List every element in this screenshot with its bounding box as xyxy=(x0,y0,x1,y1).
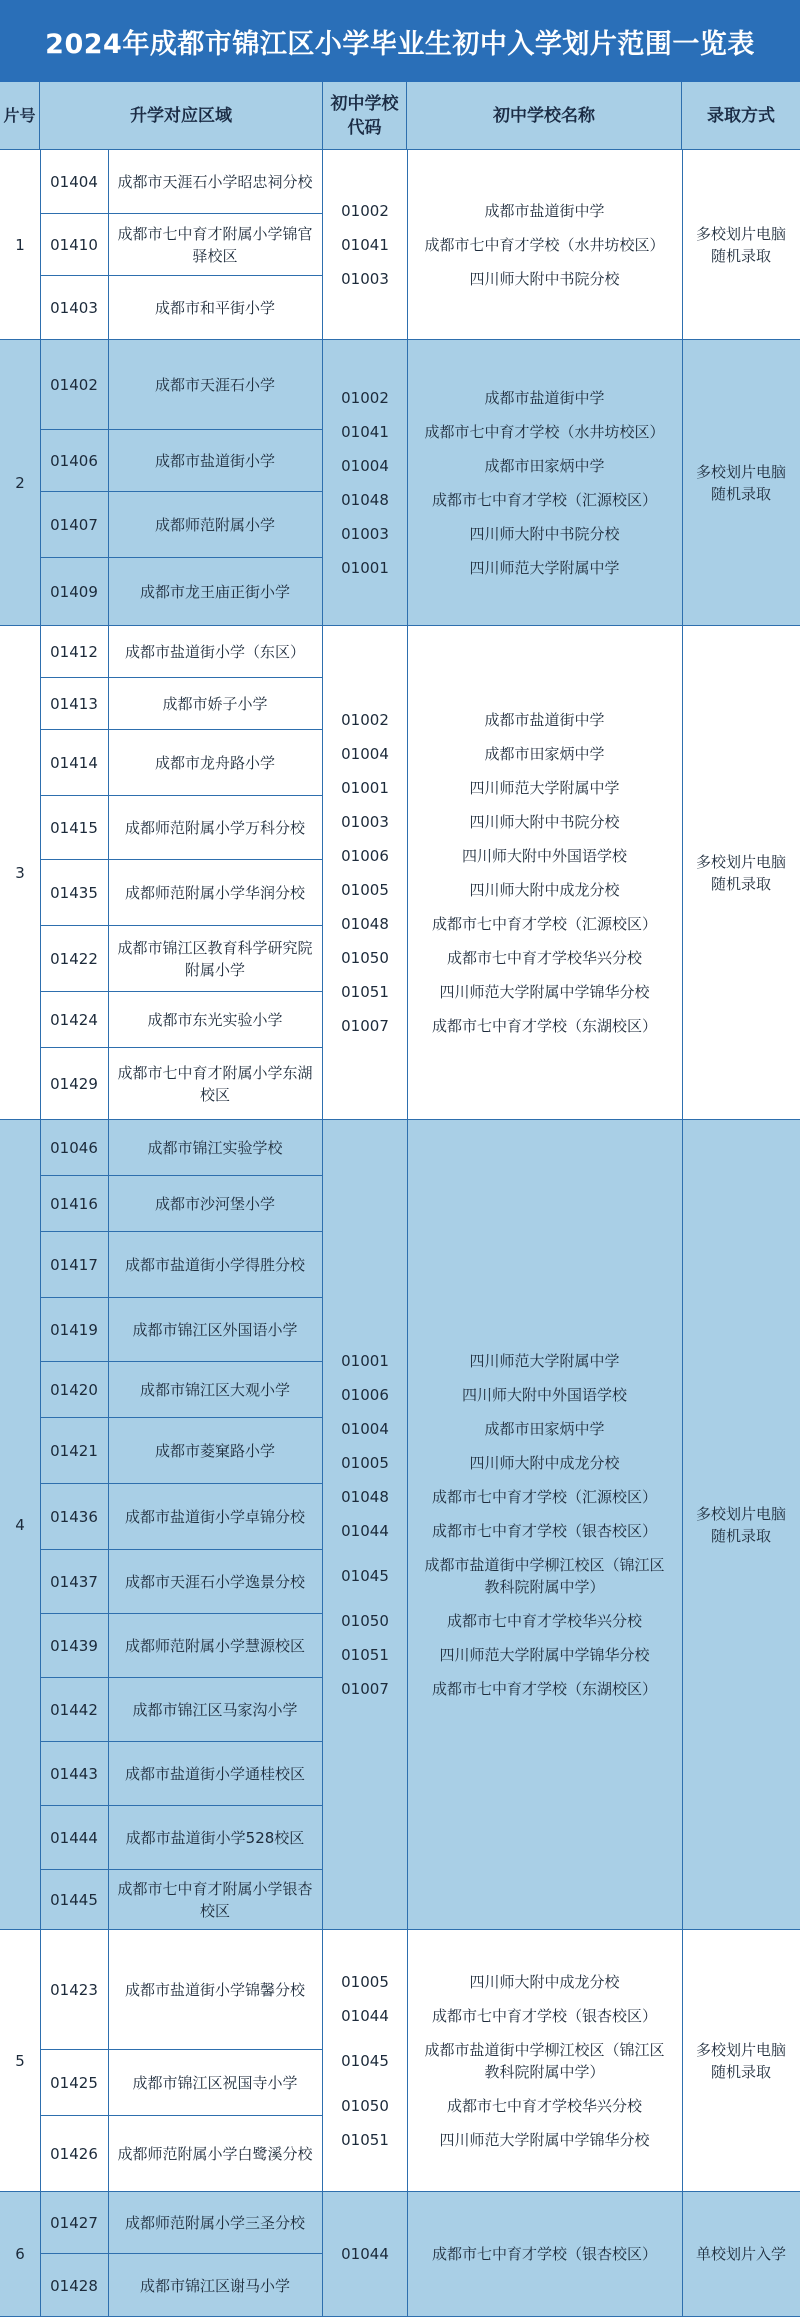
area-school-name: 成都市盐道街小学得胜分校 xyxy=(124,1255,305,1274)
middle-school-name: 四川师大附中书院分校 xyxy=(469,524,620,543)
middle-school-code: 01001 xyxy=(341,1351,389,1370)
area-school-name: 成都市天涯石小学 xyxy=(154,375,275,394)
middle-school-code: 01005 xyxy=(341,1453,389,1472)
admission-method-text: 多校划片电脑随机录取 xyxy=(695,462,786,503)
admission-method xyxy=(682,2192,800,2316)
middle-school-name-cell xyxy=(407,626,683,1119)
middle-school-code: 01006 xyxy=(341,846,389,865)
area-code: 01415 xyxy=(40,796,109,859)
area-code: 01402 xyxy=(40,340,109,429)
middle-school-code: 01004 xyxy=(341,744,389,763)
admission-method-text: 多校划片电脑随机录取 xyxy=(695,852,786,893)
middle-school-name-cell xyxy=(407,150,683,339)
area-row xyxy=(40,1614,323,1678)
piece-number: 1 xyxy=(0,150,41,339)
piece-number: 2 xyxy=(0,340,41,625)
admission-method-text: 单校划片入学 xyxy=(695,2245,786,2263)
middle-school-code: 01050 xyxy=(341,2096,389,2115)
middle-school-code: 01004 xyxy=(341,456,389,475)
area-row xyxy=(40,730,323,796)
area-row xyxy=(40,678,323,730)
area-row xyxy=(40,1806,323,1870)
header-code: 初中学校代码 xyxy=(323,82,407,150)
area-code: 01426 xyxy=(40,2116,109,2192)
middle-school-code-cell xyxy=(323,626,408,1119)
area-code: 01406 xyxy=(40,430,109,491)
middle-school-name: 成都市七中育才学校（东湖校区） xyxy=(431,1679,657,1698)
middle-school-name: 成都市七中育才学校华兴分校 xyxy=(446,948,642,967)
middle-school-name: 成都市田家炳中学 xyxy=(484,1419,605,1438)
area-row xyxy=(40,492,323,558)
admission-method xyxy=(682,1120,800,1929)
middle-school-name: 四川师大附中成龙分校 xyxy=(469,1453,620,1472)
middle-school-name: 四川师大附中书院分校 xyxy=(469,269,620,288)
middle-school-name: 成都市盐道街中学柳江校区（锦江区教科院附属中学） xyxy=(424,1555,665,1596)
middle-school-code: 01044 xyxy=(341,1521,389,1540)
area-row xyxy=(40,2116,323,2192)
middle-school-code-cell xyxy=(323,2192,408,2316)
area-school-name: 成都市锦江区祝国寺小学 xyxy=(132,2073,298,2092)
middle-school-name: 四川师范大学附属中学锦华分校 xyxy=(439,982,650,1001)
middle-school-code: 01050 xyxy=(341,948,389,967)
area-code: 01435 xyxy=(40,860,109,925)
header-piece: 片号 xyxy=(0,82,40,150)
area-code: 01046 xyxy=(40,1120,109,1175)
middle-school-name: 成都市盐道街中学 xyxy=(484,201,605,220)
middle-school-code: 01002 xyxy=(341,388,389,407)
area-school-name: 成都市锦江区大观小学 xyxy=(139,1380,290,1399)
middle-school-code: 01041 xyxy=(341,235,389,254)
middle-school-code: 01005 xyxy=(341,880,389,899)
area-row xyxy=(40,276,323,340)
area-code: 01437 xyxy=(40,1550,109,1613)
middle-school-code: 01001 xyxy=(341,778,389,797)
area-row xyxy=(40,1362,323,1418)
middle-school-name: 四川师范大学附属中学锦华分校 xyxy=(439,1645,650,1664)
piece-group xyxy=(0,1930,800,2192)
middle-school-name: 成都市七中育才学校（银杏校区） xyxy=(431,2006,657,2025)
area-code: 01414 xyxy=(40,730,109,795)
area-school-name: 成都师范附属小学慧源校区 xyxy=(124,1636,305,1655)
middle-school-code: 01050 xyxy=(341,1611,389,1630)
area-school-name: 成都市盐道街小学 xyxy=(154,451,275,470)
middle-school-code: 01007 xyxy=(341,1679,389,1698)
middle-school-code-cell xyxy=(323,340,408,625)
area-row xyxy=(40,214,323,276)
middle-school-code: 01005 xyxy=(341,1972,389,1991)
middle-school-name: 成都市七中育才学校（银杏校区） xyxy=(431,1521,657,1540)
area-school-name: 成都师范附属小学白鹭溪分校 xyxy=(117,2145,313,2163)
middle-school-name: 成都市七中育才学校（东湖校区） xyxy=(431,1016,657,1035)
area-row xyxy=(40,2050,323,2116)
area-row xyxy=(40,992,323,1048)
admission-method xyxy=(682,150,800,339)
area-row xyxy=(40,150,323,214)
area-school-name: 成都市锦江区马家沟小学 xyxy=(132,1700,298,1719)
area-code: 01436 xyxy=(40,1484,109,1549)
area-row xyxy=(40,626,323,678)
middle-school-name: 成都市七中育才学校（汇源校区） xyxy=(431,1487,657,1506)
area-school-name: 成都市盐道街小学（东区） xyxy=(124,642,305,661)
area-code: 01403 xyxy=(40,276,109,340)
middle-school-name-cell xyxy=(407,1930,683,2191)
area-school-name: 成都师范附属小学三圣分校 xyxy=(124,2213,305,2232)
middle-school-code: 01007 xyxy=(341,1016,389,1035)
middle-school-code: 01004 xyxy=(341,1419,389,1438)
middle-school-code: 01002 xyxy=(341,201,389,220)
area-school-name: 成都市锦江区教育科学研究院附属小学 xyxy=(117,938,313,979)
area-school-name: 成都师范附属小学万科分校 xyxy=(124,818,305,837)
area-code: 01420 xyxy=(40,1362,109,1417)
header-school: 初中学校名称 xyxy=(407,82,682,150)
piece-group xyxy=(0,340,800,626)
area-code: 01410 xyxy=(40,214,109,275)
piece-group xyxy=(0,150,800,340)
area-school-name: 成都师范附属小学华润分校 xyxy=(124,883,305,902)
middle-school-code: 01041 xyxy=(341,422,389,441)
middle-school-name: 成都市盐道街中学柳江校区（锦江区教科院附属中学） xyxy=(424,2040,665,2081)
middle-school-name: 成都市田家炳中学 xyxy=(484,744,605,763)
area-code: 01416 xyxy=(40,1176,109,1231)
middle-school-name-cell xyxy=(407,1120,683,1929)
middle-school-code: 01003 xyxy=(341,812,389,831)
area-code: 01409 xyxy=(40,558,109,626)
middle-school-name: 成都市盐道街中学 xyxy=(484,710,605,729)
area-code: 01443 xyxy=(40,1742,109,1805)
middle-school-code-cell xyxy=(323,1930,408,2191)
middle-school-name: 四川师范大学附属中学 xyxy=(469,558,620,577)
middle-school-name: 成都市七中育才学校（汇源校区） xyxy=(431,490,657,509)
middle-school-code-cell xyxy=(323,1120,408,1929)
middle-school-name: 四川师范大学附属中学 xyxy=(469,778,620,797)
area-school-name: 成都市盐道街小学锦馨分校 xyxy=(124,1980,305,1999)
middle-school-name: 四川师范大学附属中学 xyxy=(469,1351,620,1370)
middle-school-name-cell xyxy=(407,2192,683,2316)
area-row xyxy=(40,1742,323,1806)
area-school-name: 成都市锦江区谢马小学 xyxy=(139,2276,290,2295)
area-row xyxy=(40,1048,323,1120)
middle-school-name: 四川师大附中外国语学校 xyxy=(461,1385,627,1404)
area-code: 01417 xyxy=(40,1232,109,1297)
area-code: 01404 xyxy=(40,150,109,213)
middle-school-name: 成都市七中育才学校（银杏校区） xyxy=(431,2245,657,2263)
area-code: 01419 xyxy=(40,1298,109,1361)
area-row xyxy=(40,1120,323,1176)
admission-method xyxy=(682,340,800,625)
area-school-name: 成都市七中育才附属小学锦官驿校区 xyxy=(117,224,313,265)
area-school-name: 成都市龙王庙正街小学 xyxy=(139,583,290,601)
middle-school-name: 成都市七中育才学校（水井坊校区） xyxy=(424,422,665,441)
middle-school-code: 01051 xyxy=(341,1645,389,1664)
admission-method-text: 多校划片电脑随机录取 xyxy=(695,2040,786,2081)
piece-number: 4 xyxy=(0,1120,41,1929)
area-code: 01412 xyxy=(40,626,109,677)
area-row xyxy=(40,2254,323,2317)
header-area: 升学对应区域 xyxy=(40,82,323,150)
area-school-name: 成都师范附属小学 xyxy=(154,515,275,534)
admission-method-text: 多校划片电脑随机录取 xyxy=(695,224,786,265)
area-code: 01439 xyxy=(40,1614,109,1677)
header-method: 录取方式 xyxy=(682,82,800,150)
area-row xyxy=(40,2192,323,2254)
middle-school-code: 01048 xyxy=(341,1487,389,1506)
middle-school-code: 01044 xyxy=(341,2006,389,2025)
area-row xyxy=(40,1232,323,1298)
area-code: 01423 xyxy=(40,1930,109,2049)
area-school-name: 成都市盐道街小学528校区 xyxy=(125,1828,305,1847)
middle-school-code: 01001 xyxy=(341,558,389,577)
admission-method xyxy=(682,626,800,1119)
area-code: 01424 xyxy=(40,992,109,1047)
middle-school-code: 01048 xyxy=(341,490,389,509)
area-code: 01421 xyxy=(40,1418,109,1483)
middle-school-name: 四川师大附中书院分校 xyxy=(469,812,620,831)
middle-school-name: 成都市盐道街中学 xyxy=(484,388,605,407)
middle-school-name: 四川师范大学附属中学锦华分校 xyxy=(439,2130,650,2149)
middle-school-name: 成都市七中育才学校华兴分校 xyxy=(446,1611,642,1630)
middle-school-name: 成都市七中育才学校（汇源校区） xyxy=(431,914,657,933)
admission-method xyxy=(682,1930,800,2191)
area-school-name: 成都市盐道街小学通桂校区 xyxy=(124,1764,305,1783)
area-school-name: 成都市沙河堡小学 xyxy=(154,1194,275,1213)
middle-school-code: 01044 xyxy=(341,2245,389,2263)
middle-school-name: 四川师大附中成龙分校 xyxy=(469,1972,620,1991)
area-school-name: 成都市盐道街小学卓锦分校 xyxy=(124,1507,305,1526)
middle-school-name: 成都市田家炳中学 xyxy=(484,456,605,475)
area-school-name: 成都市七中育才附属小学东湖校区 xyxy=(117,1064,313,1104)
area-row xyxy=(40,430,323,492)
area-code: 01429 xyxy=(40,1048,109,1120)
area-row xyxy=(40,1298,323,1362)
middle-school-code-cell xyxy=(323,150,408,339)
piece-group xyxy=(0,626,800,1120)
area-school-name: 成都市东光实验小学 xyxy=(147,1010,283,1029)
area-row xyxy=(40,558,323,626)
area-row xyxy=(40,1176,323,1232)
area-code: 01445 xyxy=(40,1870,109,1930)
area-code: 01442 xyxy=(40,1678,109,1741)
area-row xyxy=(40,1870,323,1930)
area-code: 01444 xyxy=(40,1806,109,1869)
middle-school-name-cell xyxy=(407,340,683,625)
middle-school-code: 01006 xyxy=(341,1385,389,1404)
area-code: 01425 xyxy=(40,2050,109,2115)
area-code: 01407 xyxy=(40,492,109,557)
middle-school-code: 01003 xyxy=(341,524,389,543)
middle-school-code: 01003 xyxy=(341,269,389,288)
piece-group xyxy=(0,2192,800,2317)
middle-school-name: 四川师大附中成龙分校 xyxy=(469,880,620,899)
middle-school-name: 成都市七中育才学校（水井坊校区） xyxy=(424,235,665,254)
area-row xyxy=(40,860,323,926)
area-school-name: 成都市龙舟路小学 xyxy=(154,753,275,772)
area-row xyxy=(40,340,323,430)
area-school-name: 成都市天涯石小学逸景分校 xyxy=(124,1572,305,1591)
middle-school-code: 01045 xyxy=(341,1566,389,1585)
area-code: 01427 xyxy=(40,2192,109,2253)
piece-group xyxy=(0,1120,800,1930)
area-row xyxy=(40,1678,323,1742)
area-school-name: 成都市菱窠路小学 xyxy=(154,1441,275,1460)
piece-number: 6 xyxy=(0,2192,41,2316)
area-school-name: 成都市七中育才附属小学银杏校区 xyxy=(117,1880,313,1920)
area-school-name: 成都市锦江区外国语小学 xyxy=(132,1320,298,1339)
area-row xyxy=(40,1930,323,2050)
area-school-name: 成都市锦江实验学校 xyxy=(147,1138,283,1157)
area-school-name: 成都市天涯石小学昭忠祠分校 xyxy=(117,172,313,191)
middle-school-code: 01045 xyxy=(341,2051,389,2070)
area-code: 01422 xyxy=(40,926,109,991)
middle-school-code: 01051 xyxy=(341,2130,389,2149)
piece-number: 3 xyxy=(0,626,41,1119)
middle-school-name: 四川师大附中外国语学校 xyxy=(461,846,627,865)
middle-school-code: 01002 xyxy=(341,710,389,729)
middle-school-name: 成都市七中育才学校华兴分校 xyxy=(446,2096,642,2115)
page-title: 2024年成都市锦江区小学毕业生初中入学划片范围一览表 xyxy=(0,0,800,82)
area-code: 01413 xyxy=(40,678,109,729)
admission-method-text: 多校划片电脑随机录取 xyxy=(695,1504,786,1545)
area-row xyxy=(40,926,323,992)
area-school-name: 成都市娇子小学 xyxy=(162,694,268,713)
area-school-name: 成都市和平街小学 xyxy=(154,299,275,317)
area-row xyxy=(40,796,323,860)
piece-number: 5 xyxy=(0,1930,41,2191)
area-row xyxy=(40,1484,323,1550)
middle-school-code: 01051 xyxy=(341,982,389,1001)
area-row xyxy=(40,1550,323,1614)
area-code: 01428 xyxy=(40,2254,109,2317)
area-row xyxy=(40,1418,323,1484)
middle-school-code: 01048 xyxy=(341,914,389,933)
